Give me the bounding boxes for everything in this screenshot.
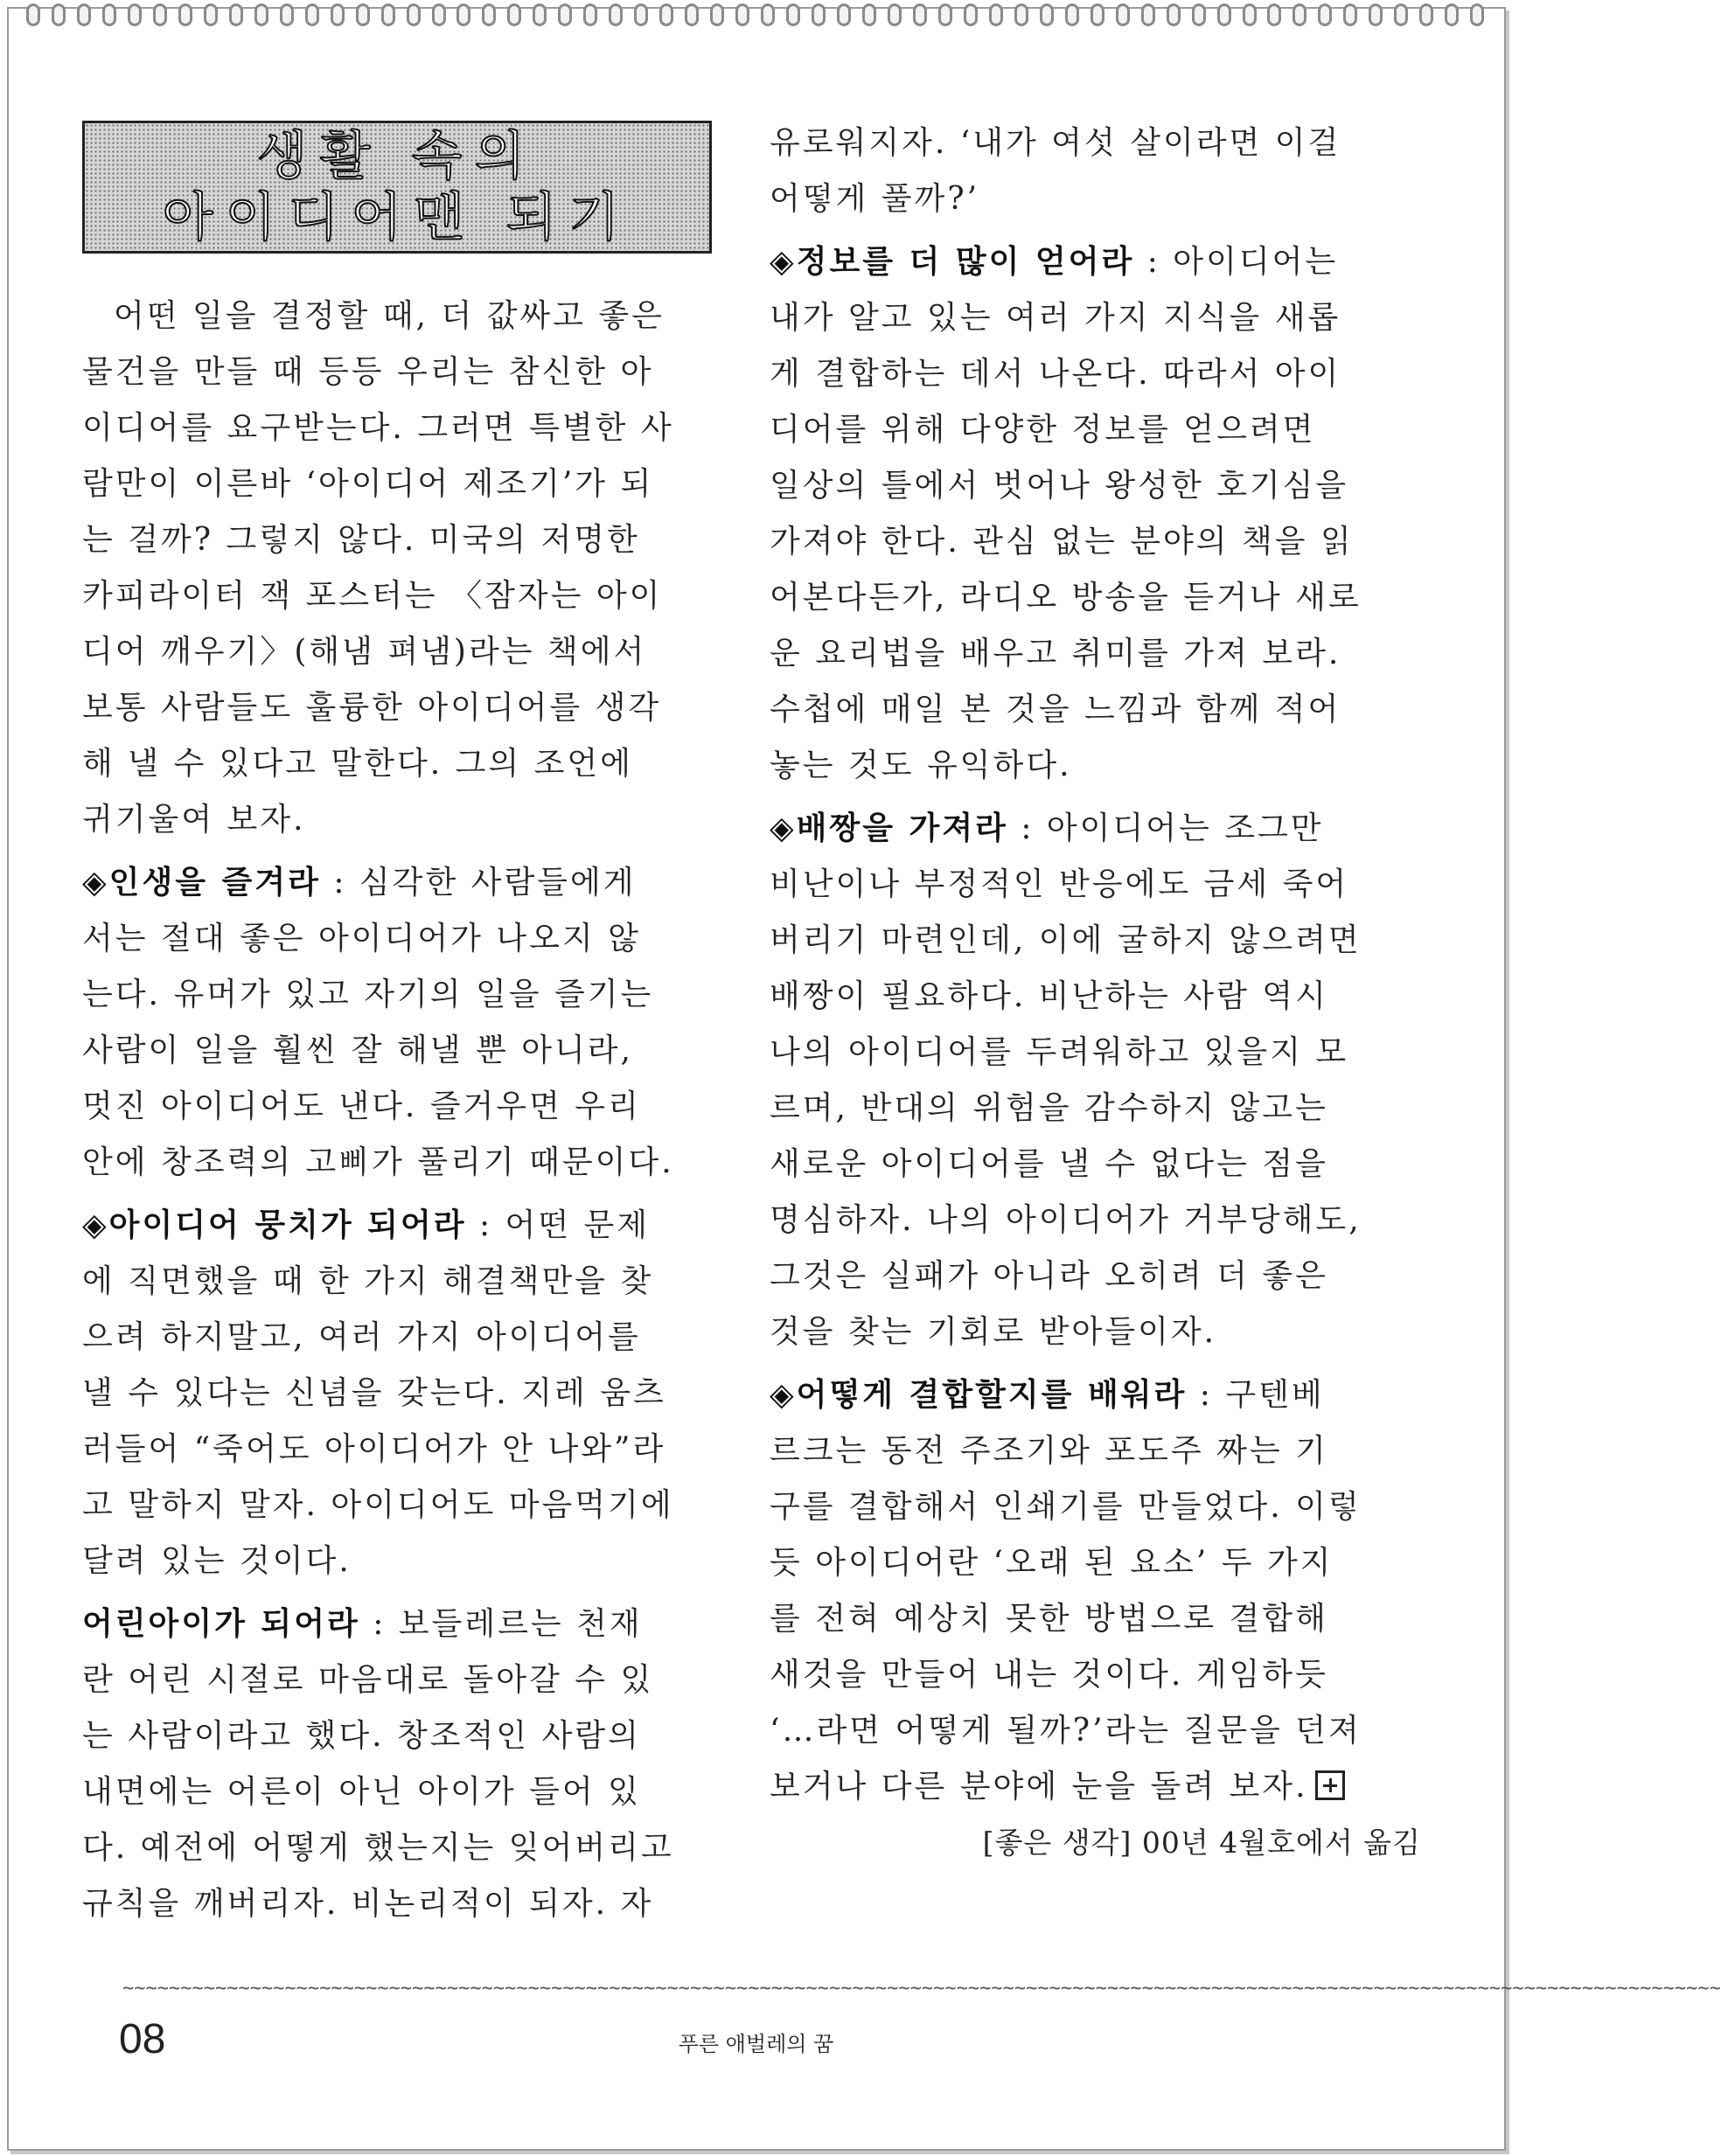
section-first-line: [82, 855, 721, 911]
text-span: : 심각한 사람들에게: [320, 865, 637, 901]
text-line: 가져야 한다. 관심 없는 분야의 책을 읽: [770, 524, 1354, 560]
title-line-2: 아이디어맨 되기: [162, 187, 632, 248]
spiral-ring: [1167, 3, 1181, 26]
text-line: 멋진 아이디어도 낸다. 즐거우면 우리: [82, 1088, 641, 1124]
text-line: 규칙을 깨버리자. 비논리적이 되자. 자: [82, 1886, 654, 1922]
text-span: : 아이디어는: [1134, 244, 1339, 280]
source-credit: [좋은 생각] 00년 4월호에서 옮김: [982, 1826, 1421, 1860]
text-line: 르며, 반대의 위험을 감수하지 않고는: [770, 1090, 1328, 1126]
text-line: 를 전혀 예상치 못한 방법으로 결합해: [770, 1601, 1328, 1637]
title-banner: [82, 121, 712, 254]
section-heading: 어린아이가 되어라: [82, 1606, 360, 1642]
text-line: 듯 아이디어란 ‘오래 된 요소’ 두 가지: [770, 1545, 1334, 1581]
section-first-line: [82, 1198, 721, 1254]
spiral-ring: [989, 3, 1003, 26]
text-line: 구를 결합해서 인쇄기를 만들었다. 이렇: [770, 1489, 1362, 1525]
text-line: 유로워지자. ‘내가 여섯 살이라면 이걸: [770, 125, 1341, 161]
spiral-ring: [913, 3, 927, 26]
spiral-ring: [153, 3, 167, 26]
text-line: 비난이나 부정적인 반응에도 금세 죽어: [770, 866, 1349, 902]
spiral-ring: [1419, 3, 1433, 26]
spiral-ring: [1090, 3, 1104, 26]
text-line: 카피라이터 잭 포스터는 〈잠자는 아이: [82, 578, 663, 614]
spiral-ring: [1192, 3, 1206, 26]
text-line: 러들어 “죽어도 아이디어가 안 나와”라: [82, 1431, 666, 1467]
spiral-ring: [381, 3, 395, 26]
text-line: 서는 절대 좋은 아이디어가 나오지 않: [82, 921, 641, 956]
spiral-ring: [1318, 3, 1332, 26]
section-first-line: [82, 1596, 721, 1652]
text-line: 귀기울여 보자.: [82, 802, 306, 838]
spiral-ring: [432, 3, 446, 26]
spiral-ring: [204, 3, 218, 26]
footer-divider: ~~~~~~~~~~~~~~~~~~~~~~~~~~~~~~~~~~~~~~~~~~~~~~~~~~~~~~~~~~~~~~~~~~~~~~~~~~~~~~~~~~~~~~~~~~~~~~~~~~~~~~~~~~~~~~~~~~~~~~~~~~~~~~~~~~~~~~~~~~: [122, 1978, 1721, 2000]
right-column: [770, 115, 1421, 1871]
text-span: : 보들레르는 천재: [359, 1606, 643, 1642]
section-learn-to-combine: [770, 1367, 1421, 1815]
spiral-ring: [938, 3, 952, 26]
text-span: 보거나 다른 분야에 눈을 돌려 보자.: [770, 1769, 1308, 1805]
continued-paragraph: [770, 115, 1421, 227]
spiral-ring: [178, 3, 192, 26]
text-line: 어떤 일을 결정할 때, 더 값싸고 좋은: [114, 298, 665, 334]
section-first-line: [770, 1367, 1421, 1423]
spiral-ring: [888, 3, 902, 26]
spiral-ring: [1040, 3, 1054, 26]
spiral-ring: [1470, 3, 1484, 26]
page-number: 08: [119, 2016, 166, 2062]
text-line: 새것을 만들어 내는 것이다. 게임하듯: [770, 1657, 1328, 1693]
spiral-ring: [812, 3, 826, 26]
text-line: 안에 창조력의 고삐가 풀리기 때문이다.: [82, 1144, 674, 1180]
text-line: 게 결합하는 데서 나온다. 따라서 아이: [770, 356, 1341, 392]
text-line: 디어를 위해 다양한 정보를 얻으려면: [770, 412, 1316, 448]
text-line: 이디어를 요구받는다. 그러면 특별한 사: [82, 410, 674, 446]
text-line: 는 걸까? 그렇지 않다. 미국의 저명한: [82, 522, 640, 558]
text-span: : 어떤 문제: [466, 1207, 651, 1243]
text-line: 그것은 실패가 아니라 오히려 더 좋은: [770, 1258, 1328, 1294]
section-heading: ◈어떻게 결합할지를 배워라: [770, 1377, 1188, 1413]
section-heading: ◈인생을 즐겨라: [82, 865, 321, 901]
spiral-ring: [102, 3, 116, 26]
text-line: ‘…라면 어떻게 될까?’라는 질문을 던져: [770, 1713, 1362, 1749]
text-line: 낼 수 있다는 신념을 갖는다. 지레 움츠: [82, 1375, 666, 1411]
text-line: 란 어린 시절로 마음대로 돌아갈 수 있: [82, 1662, 654, 1698]
text-line: 나의 아이디어를 두려워하고 있을지 모: [770, 1034, 1349, 1070]
text-line: 다. 예전에 어떻게 했는지는 잊어버리고: [82, 1830, 674, 1866]
text-line: 르크는 동전 주조기와 포도주 짜는 기: [770, 1433, 1328, 1469]
spiral-ring: [533, 3, 547, 26]
text-line: 달려 있는 것이다.: [82, 1543, 352, 1579]
section-be-a-child: [82, 1596, 721, 1932]
magazine-name: 푸른 애벌레의 꿈: [678, 2032, 834, 2056]
spiral-ring: [1343, 3, 1357, 26]
spiral-ring: [583, 3, 597, 26]
spiral-ring: [710, 3, 724, 26]
section-heading: ◈아이디어 뭉치가 되어라: [82, 1207, 467, 1243]
text-line: 고 말하지 말자. 아이디어도 마음먹기에: [82, 1487, 674, 1523]
spiral-ring: [862, 3, 876, 26]
section-first-line: [770, 234, 1421, 290]
left-column: [82, 289, 721, 1932]
spiral-ring: [735, 3, 749, 26]
spiral-ring: [1116, 3, 1130, 26]
text-line: 일상의 틀에서 벗어나 왕성한 호기심을: [770, 468, 1349, 504]
spiral-ring: [356, 3, 370, 26]
spiral-ring: [964, 3, 978, 26]
spiral-ring: [1267, 3, 1281, 26]
spiral-ring: [26, 3, 40, 26]
spiral-ring: [254, 3, 268, 26]
text-span: : 아이디어는 조그만: [1007, 810, 1324, 846]
spiral-binding: [7, 3, 1504, 35]
spiral-ring: [1292, 3, 1306, 26]
text-line: 내면에는 어른이 아닌 아이가 들어 있: [82, 1774, 641, 1810]
section-enjoy-life: [82, 855, 721, 1191]
section-more-information: [770, 234, 1421, 794]
text-line: 것을 찾는 기회로 받아들이자.: [770, 1314, 1217, 1350]
spiral-ring: [1369, 3, 1383, 26]
text-line: 에 직면했을 때 한 가지 해결책만을 찾: [82, 1263, 654, 1299]
text-line-last: [770, 1759, 1421, 1815]
spiral-ring: [77, 3, 91, 26]
text-line: 어본다든가, 라디오 방송을 듣거나 새로: [770, 580, 1362, 616]
spiral-ring: [128, 3, 142, 26]
title-line-1: 생활 속의: [256, 126, 538, 187]
spiral-ring: [659, 3, 673, 26]
spiral-ring: [837, 3, 851, 26]
text-line: 운 요리법을 배우고 취미를 가져 보라.: [770, 636, 1341, 671]
text-line: 사람이 일을 훨씬 잘 해낼 뿐 아니라,: [82, 1033, 633, 1068]
spiral-ring: [1065, 3, 1079, 26]
text-line: 는 사람이라고 했다. 창조적인 사람의: [82, 1718, 641, 1754]
spiral-ring: [331, 3, 345, 26]
text-line: 으려 하지말고, 여러 가지 아이디어를: [82, 1319, 641, 1355]
spiral-ring: [634, 3, 648, 26]
text-line: 배짱이 필요하다. 비난하는 사람 역시: [770, 978, 1328, 1014]
spiral-ring: [305, 3, 319, 26]
spiral-ring: [558, 3, 572, 26]
section-idea-bundle: [82, 1198, 721, 1589]
text-line: 물건을 만들 때 등등 우리는 참신한 아: [82, 354, 654, 390]
text-line: 는다. 유머가 있고 자기의 일을 즐기는: [82, 977, 654, 1012]
spiral-ring: [482, 3, 496, 26]
spiral-ring: [761, 3, 775, 26]
text-line: 어떻게 풀까?’: [770, 181, 980, 217]
spiral-ring: [229, 3, 243, 26]
section-first-line: [770, 801, 1421, 857]
spiral-ring: [52, 3, 66, 26]
spiral-ring: [1243, 3, 1257, 26]
text-line: 수첩에 매일 본 것을 느낌과 함께 적어: [770, 692, 1341, 727]
end-mark-icon: [1315, 1770, 1345, 1800]
spiral-ring: [280, 3, 294, 26]
spiral-ring: [1217, 3, 1231, 26]
section-heading: ◈배짱을 가져라: [770, 810, 1008, 846]
text-line: 명심하자. 나의 아이디어가 거부당해도,: [770, 1202, 1362, 1238]
text-span: : 구텐베: [1187, 1377, 1325, 1413]
spiral-ring: [507, 3, 521, 26]
text-line: 새로운 아이디어를 낼 수 없다는 점을: [770, 1146, 1328, 1182]
spiral-ring: [1014, 3, 1028, 26]
text-line: 디어 깨우기〉(해냄 펴냄)라는 책에서: [82, 634, 647, 670]
text-line: 놓는 것도 유익하다.: [770, 748, 1072, 783]
text-line: 해 낼 수 있다고 말한다. 그의 조언에: [82, 746, 633, 782]
spiral-ring: [1394, 3, 1408, 26]
intro-paragraph: [82, 289, 721, 848]
spiral-ring: [786, 3, 800, 26]
text-line: 보통 사람들도 훌륭한 아이디어를 생각: [82, 690, 662, 726]
text-line: 버리기 마련인데, 이에 굴하지 않으려면: [770, 922, 1362, 958]
spiral-ring: [456, 3, 470, 26]
spiral-ring: [407, 3, 421, 26]
section-heading: ◈정보를 더 많이 얻어라: [770, 244, 1135, 280]
section-have-guts: [770, 801, 1421, 1360]
spiral-ring: [609, 3, 623, 26]
spiral-ring: [1141, 3, 1155, 26]
spiral-ring: [1445, 3, 1459, 26]
spiral-ring: [685, 3, 699, 26]
text-line: 람만이 이른바 ‘아이디어 제조기’가 되: [82, 466, 654, 502]
text-line: 내가 알고 있는 여러 가지 지식을 새롭: [770, 300, 1341, 336]
